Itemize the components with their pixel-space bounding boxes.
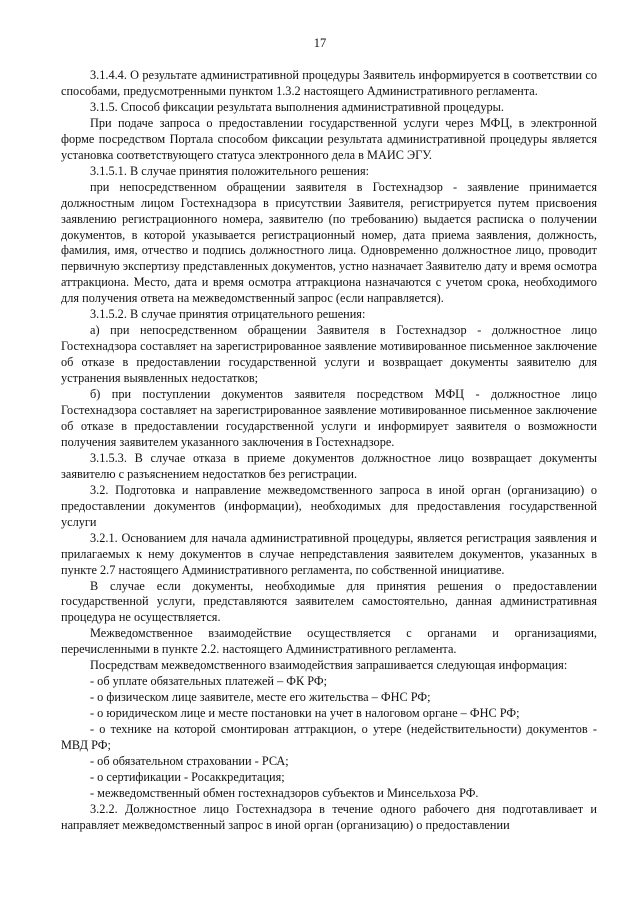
list-item: - о физическом лице заявителе, месте его жительства – ФНС РФ;	[90, 690, 431, 705]
paragraph-interaction: Межведомственное взаимодействие осуществляется с органами и организациями, перечисленными в пункте 2.2. настоящего Административного регламента.	[61, 626, 597, 657]
paragraph-3-1-4-4: 3.1.4.4. О результате административной процедуры Заявитель информируется в соответствии со способами, предусмотренными пунктом 1.3.2 настоящего Административного регламента.	[61, 68, 597, 98]
paragraph-3-2-2: 3.2.2. Должностное лицо Гостехнадзора в течение одного рабочего дня подготавливает и направляет межведомственный запрос в иной орган (организацию) о предоставлении	[61, 801, 597, 832]
paragraph-item-a: а) при непосредственном обращении Заявителя в Гостехнадзор - должностное лицо Гостехнадзора составляет на зарегистрированное заявление мотивированное письменное заключение об отказе в предоставлении государственной услуги и возвращает документы заявителю для устранения выявленных недостатков;	[61, 323, 597, 386]
paragraph-3-1-5: 3.1.5. Способ фиксации результата выполнения административной процедуры.	[90, 99, 504, 114]
paragraph-3-1-5-2: 3.1.5.2. В случае принятия отрицательного решения:	[90, 307, 366, 322]
list-item: - об уплате обязательных платежей – ФК РФ;	[90, 674, 328, 689]
paragraph-item-b: б) при поступлении документов заявителя посредством МФЦ - должностное лицо Гостехнадзора составляет на зарегистрированное заявление мотивированное письменное заключение об отказе в предоставлении государственной услуги и информирует заявителя о возможности получения заявителем указанного заключения в Гостехнадзоре.	[61, 387, 597, 449]
paragraph-3-1-5-3: 3.1.5.3. В случае отказа в приеме документов должностное лицо возвращает документы заявителю с разъяснением недостатков без регистрации.	[61, 450, 597, 481]
list-item: - о юридическом лице и месте постановки на учет в налоговом органе – ФНС РФ;	[90, 706, 520, 721]
paragraph-direct-appeal: при непосредственном обращении заявителя в Гостехнадзор - заявление принимается должностным лицом Гостехнадзора в присутствии Заявителя, регистрируется путем присвоения заявлению регистрационного номера, заявителю (по требованию) выдается расписка о получении документов, в которой указывается регистрационный номер, дата приема заявления, должность, фамилия, имя, отчество и подпись должностного лица. Одновременно должностное лицо, проводит первичную экспертизу представленных документов, устно назначает Заявителю дату и время осмотра аттракциона. Место, дата и время осмотра аттракциона назначаются с учетом срока, необходимого для получения ответа на межведомственный запрос (если направляется).	[61, 179, 597, 306]
paragraph-requested-info: Посредствам межведомственного взаимодействия запрашивается следующая информация:	[90, 658, 568, 673]
list-item: - о сертификации - Росаккредитация;	[90, 769, 285, 784]
paragraph-3-2-1: 3.2.1. Основанием для начала административной процедуры, является регистрация заявления и прилагаемых к нему документов в случае непредставления заявителем документов, указанных в пункте 2.7 настоящего Административного регламента, по собственной инициативе.	[61, 530, 597, 577]
paragraph-self-submission: В случае если документы, необходимые для принятия решения о предоставлении государственной услуги, представляются заявителем самостоятельно, данная административная процедура не осуществляется.	[61, 578, 597, 625]
paragraph-3-2: 3.2. Подготовка и направление межведомственного запроса в иной орган (организацию) о предоставлении документов (информации), необходимых для предоставления государственной услуги	[61, 482, 597, 529]
paragraph-mfc-portal: При подаче запроса о предоставлении государственной услуги через МФЦ, в электронной форме посредством Портала способом фиксации результата административной процедуры является установка соответствующего статуса электронного дела в МАИС ЭГУ.	[61, 115, 597, 162]
list-item: - о технике на которой смонтирован аттракцион, о утере (недействительности) документов - МВД РФ;	[61, 722, 597, 753]
list-item: - межведомственный обмен гостехнадзоров субъектов и Минсельхоза РФ.	[90, 785, 479, 800]
page-number: 17	[313, 36, 327, 50]
list-item: - об обязательном страховании - РСА;	[90, 753, 289, 768]
paragraph-3-1-5-1: 3.1.5.1. В случае принятия положительного решения:	[90, 163, 370, 178]
body-text	[61, 68, 597, 834]
